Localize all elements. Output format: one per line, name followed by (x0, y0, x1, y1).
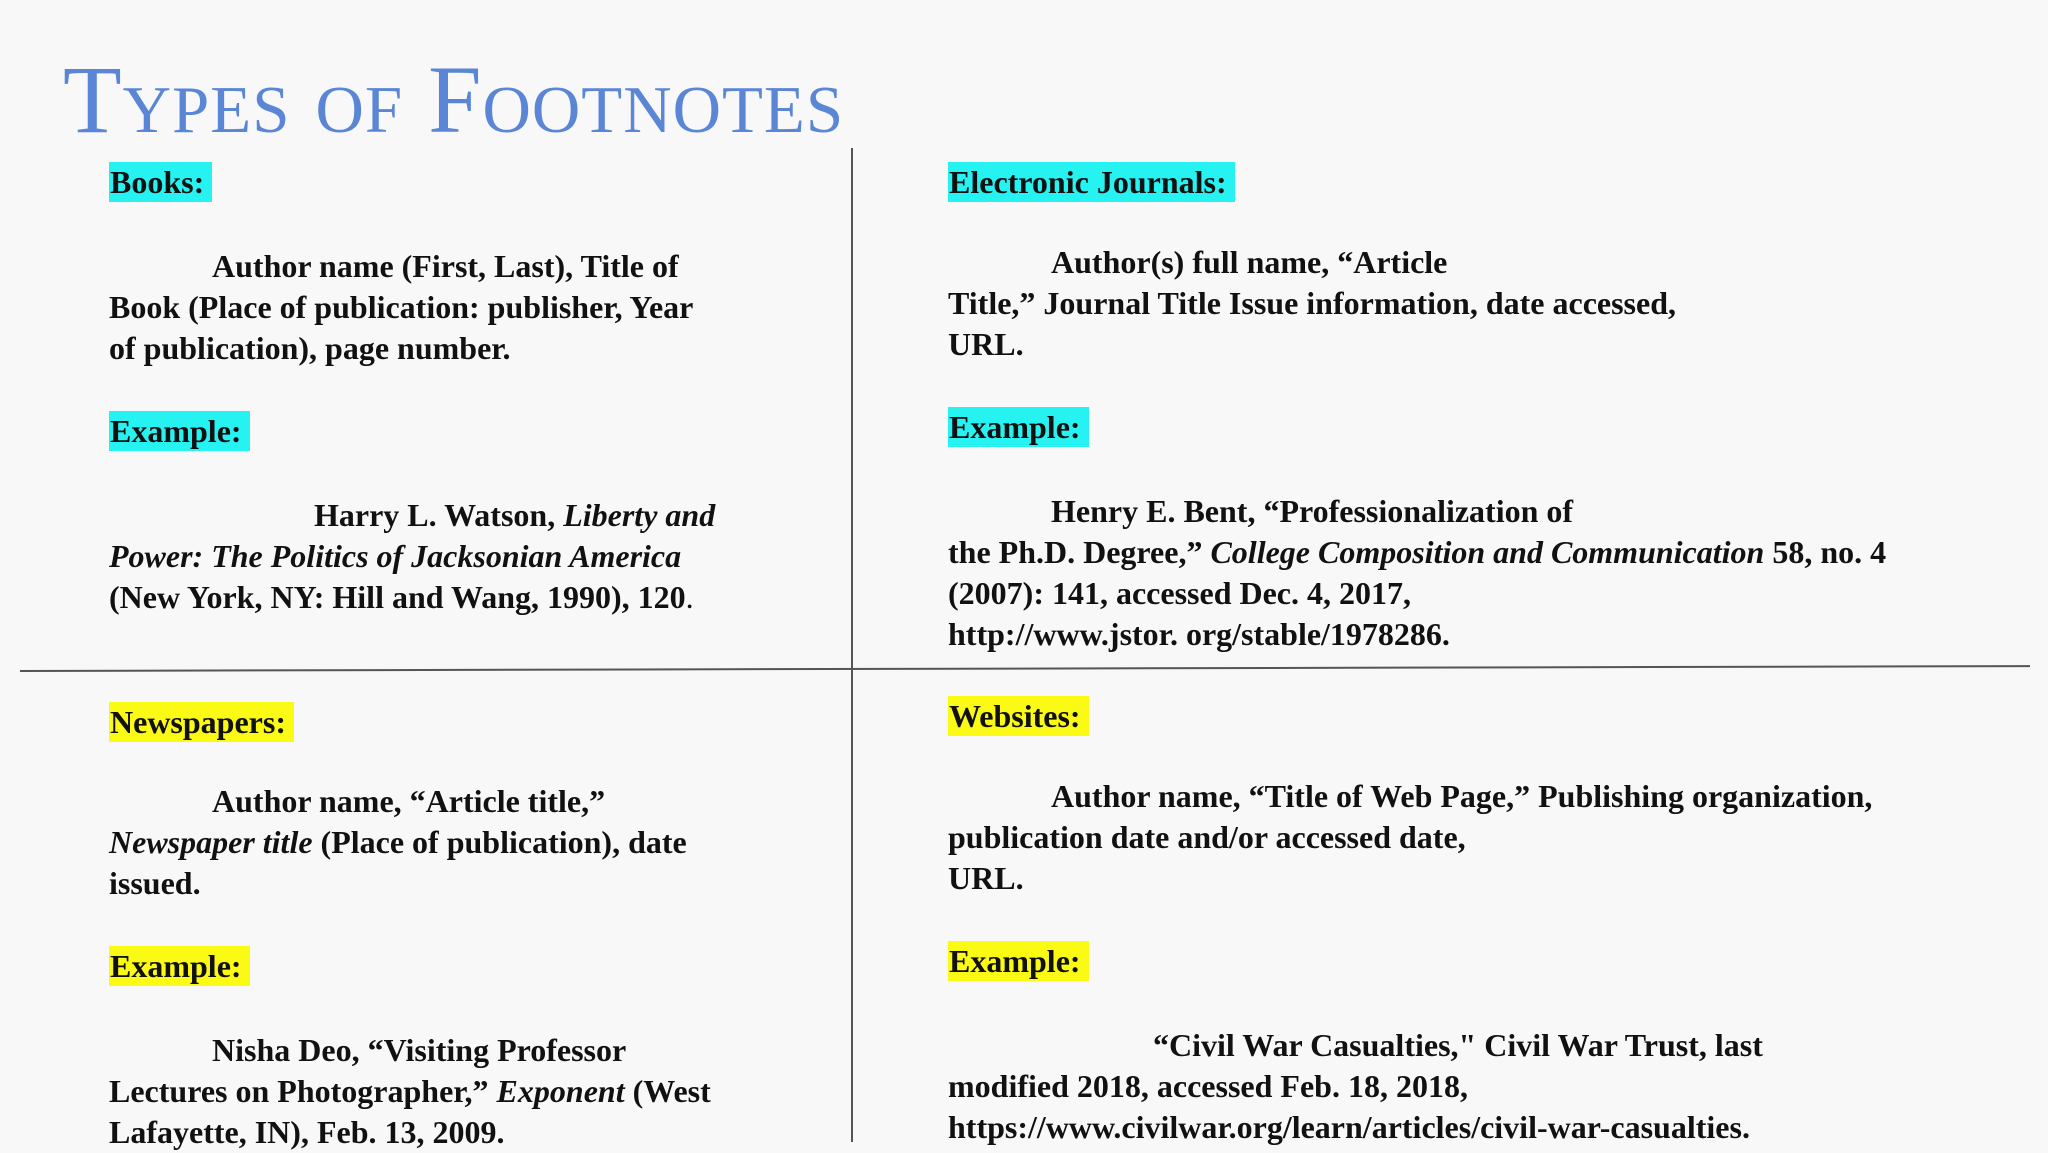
journals-section (948, 162, 2008, 655)
books-example: Harry L. Watson, Liberty and Power: The Politics of Jacksonian America (New York, NY: Hill and Wang, 1990), 120. (109, 497, 716, 615)
newspapers-example-heading: Example: (109, 946, 250, 986)
horizontal-divider (20, 665, 2030, 672)
newspapers-example: Nisha Deo, “Visiting Professor Lectures on Photographer,” Exponent (West Lafayette, IN), Feb. 13, 2009. (109, 1032, 711, 1150)
page-title: Types of Footnotes (63, 46, 845, 153)
websites-heading: Websites: (948, 696, 1089, 736)
newspapers-heading: Newspapers: (109, 702, 294, 742)
journals-heading: Electronic Journals: (948, 162, 1235, 202)
newspapers-section (109, 702, 799, 1153)
journals-example-heading: Example: (948, 407, 1089, 447)
websites-example-heading: Example: (948, 941, 1089, 981)
websites-format: Author name, “Title of Web Page,” Publishing organization, publication date and/or accessed date, URL. (948, 778, 1873, 896)
books-section (109, 162, 799, 618)
vertical-divider (851, 148, 853, 1142)
journals-format: Author(s) full name, “Article Title,” Journal Title Issue information, date accessed, URL. (948, 244, 1676, 362)
websites-example: “Civil War Casualties," Civil War Trust, last modified 2018, accessed Feb. 18, 2018, https://www.civilwar.org/learn/articles/civil-war-casualties. (948, 1027, 1763, 1145)
websites-section (948, 696, 2008, 1148)
books-heading: Books: (109, 162, 212, 202)
newspapers-format: Author name, “Article title,” Newspaper title (Place of publication), date issued. (109, 783, 687, 901)
books-example-heading: Example: (109, 411, 250, 451)
journals-example: Henry E. Bent, “Professionalization of the Ph.D. Degree,” College Composition and Communication 58, no. 4 (2007): 141, accessed Dec. 4, 2017, http://www.jstor. org/stable/1978286. (948, 493, 1887, 652)
books-format: Author name (First, Last), Title of Book (Place of publication: publisher, Year of publication), page number. (109, 248, 694, 366)
